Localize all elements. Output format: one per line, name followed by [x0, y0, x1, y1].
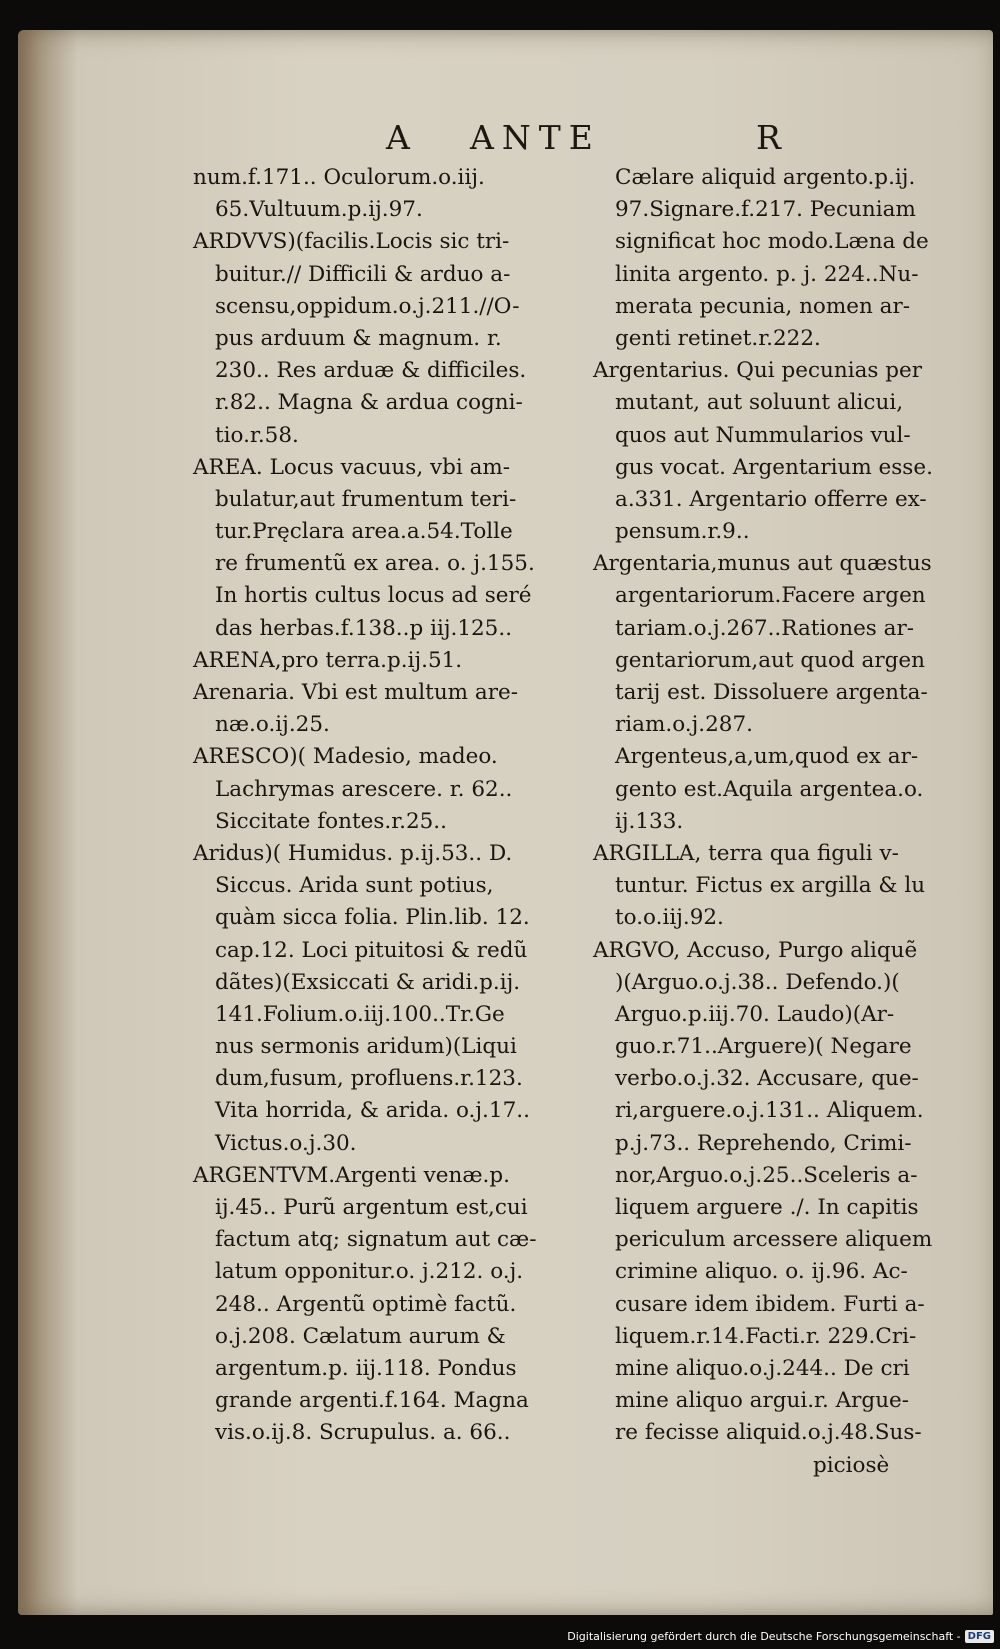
- entry-headword-line: ARGILLA, terra qua figuli v-: [593, 840, 899, 866]
- text-line: Vita horrida, & arida. o.j.17..: [215, 1098, 530, 1124]
- entry-headword-line: AREA. Locus vacuus, vbi am-: [193, 454, 511, 480]
- text-line: cap.12. Loci pituitosi & redũ: [215, 937, 528, 963]
- text-line: quàm sicca folia. Plin.lib. 12.: [215, 905, 530, 931]
- text-line: 248.. Argentũ optimè factũ.: [215, 1291, 517, 1317]
- text-line: 141.Folium.o.iij.100..Tr.Ge: [215, 1001, 505, 1027]
- text-line: factum atq; signatum aut cæ-: [215, 1227, 537, 1253]
- text-line: das herbas.f.138..p iij.125..: [215, 615, 513, 641]
- text-line: gus vocat. Argentarium esse.: [615, 454, 933, 480]
- entry-headword-line: Argentaria,munus aut quæstus: [593, 551, 932, 577]
- credit-text: Digitalisierung gefördert durch die Deutsche Forschungsgemeinschaft -: [567, 1629, 961, 1643]
- text-line: guo.r.71..Arguere)( Negare: [615, 1034, 912, 1060]
- text-line: crimine aliquo. o. ij.96. Ac-: [615, 1259, 908, 1285]
- text-line: Siccitate fontes.r.25..: [215, 808, 447, 834]
- text-line: r.82.. Magna & ardua cogni-: [215, 390, 523, 416]
- text-line: merata pecunia, nomen ar-: [615, 293, 911, 319]
- text-line: 230.. Res arduæ & difficiles.: [215, 358, 527, 384]
- text-line: quos aut Nummularios vul-: [615, 422, 911, 448]
- entry-headword-line: Argentarius. Qui pecunias per: [593, 358, 923, 384]
- text-line: dum,fusum, profluens.r.123.: [215, 1066, 523, 1092]
- text-line: mine aliquo.o.j.244.. De cri: [615, 1355, 910, 1381]
- text-line: argentariorum.Facere argen: [615, 583, 926, 609]
- book-page: [18, 30, 993, 1615]
- entry-headword-line: ARDVVS)(facilis.Locis sic tri-: [193, 229, 510, 255]
- text-line: riam.o.j.287.: [615, 712, 753, 738]
- text-line: p.j.73.. Reprehendo, Crimi-: [615, 1130, 912, 1156]
- text-line: gentariorum,aut quod argen: [615, 647, 925, 673]
- text-line: Victus.o.j.30.: [215, 1130, 357, 1156]
- text-line: cusare idem ibidem. Furti a-: [615, 1291, 925, 1317]
- entry-headword-line: ARENA,pro terra.p.ij.51.: [193, 647, 463, 673]
- text-line: Arguo.p.iij.70. Laudo)(Ar-: [615, 1001, 895, 1027]
- entry-headword-line: Arenaria. Vbi est multum are-: [193, 680, 518, 705]
- text-line: ij.45.. Purũ argentum est,cui: [215, 1195, 528, 1220]
- text-line: significat hoc modo.Læna de: [615, 229, 929, 255]
- text-line: næ.o.ij.25.: [215, 712, 330, 738]
- entry-headword-line: Aridus)( Humidus. p.ij.53.. D.: [193, 840, 513, 866]
- text-line: scensu,oppidum.o.j.211.//O-: [215, 293, 520, 319]
- catchword: piciosè: [813, 1452, 890, 1478]
- text-line: o.j.208. Cælatum aurum &: [215, 1323, 506, 1349]
- text-line: bulatur,aut frumentum teri-: [215, 486, 517, 512]
- text-line: genti retinet.r.222.: [615, 325, 821, 351]
- text-line: dãtes)(Exsiccati & aridi.p.ij.: [215, 969, 521, 995]
- header-catch-word: ANTE: [470, 118, 601, 157]
- header-letter-right: R: [756, 118, 783, 157]
- text-line: mutant, aut soluunt alicui,: [615, 390, 904, 416]
- text-line: 65.Vultuum.p.ij.97.: [215, 197, 423, 223]
- text-line: argentum.p. iij.118. Pondus: [215, 1355, 517, 1381]
- entry-headword-line: Argenteus,a,um,quod ex ar-: [615, 744, 919, 770]
- text-line: liquem.r.14.Facti.r. 229.Cri-: [615, 1323, 917, 1349]
- text-line: re fecisse aliquid.o.j.48.Sus-: [615, 1420, 922, 1446]
- text-line: liquem arguere ./. In capitis: [615, 1195, 919, 1220]
- entry-headword-line: ARGVO, Accuso, Purgo aliquẽ: [593, 937, 918, 963]
- text-line: tariam.o.j.267..Rationes ar-: [615, 615, 915, 641]
- text-line: num.f.171.. Oculorum.o.iij.: [193, 165, 485, 190]
- left-column: [193, 162, 583, 1450]
- running-header: [18, 118, 993, 162]
- text-line: latum opponitur.o. j.212. o.j.: [215, 1259, 524, 1285]
- text-line: a.331. Argentario offerre ex-: [615, 486, 927, 512]
- text-line: Siccus. Arida sunt potius,: [215, 873, 494, 899]
- text-line: 97.Signare.f.217. Pecuniam: [615, 197, 916, 223]
- text-line: tio.r.58.: [215, 422, 299, 448]
- text-line: gento est.Aquila argentea.o.: [615, 776, 924, 802]
- text-line: tuntur. Fictus ex argilla & lu: [615, 873, 926, 899]
- entry-headword-line: ARGENTVM.Argenti venæ.p.: [193, 1162, 510, 1188]
- right-column: [593, 162, 985, 1482]
- text-line: tur.Pręclara area.a.54.Tolle: [215, 519, 513, 545]
- text-line: vis.o.ij.8. Scrupulus. a. 66..: [215, 1420, 511, 1446]
- text-line: ij.133.: [615, 808, 684, 834]
- text-line: Lachrymas arescere. r. 62..: [215, 776, 513, 802]
- text-line: nus sermonis aridum)(Liqui: [215, 1034, 517, 1060]
- dfg-logo: DFG: [965, 1630, 994, 1643]
- text-line: tarij est. Dissoluere argenta-: [615, 680, 928, 705]
- digitization-credit: [567, 1627, 994, 1645]
- text-line: pensum.r.9..: [615, 519, 750, 545]
- entry-headword-line: ARESCO)( Madesio, madeo.: [193, 744, 498, 770]
- text-line: ri,arguere.o.j.131.. Aliquem.: [615, 1098, 924, 1124]
- text-line: )(Arguo.o.j.38.. Defendo.)(: [615, 969, 900, 995]
- text-line: Cælare aliquid argento.p.ij.: [615, 165, 916, 190]
- page-gutter-shadow: [18, 30, 78, 1615]
- text-line: mine aliquo argui.r. Argue-: [615, 1388, 910, 1414]
- text-line: grande argenti.f.164. Magna: [215, 1388, 529, 1414]
- text-line: In hortis cultus locus ad seré: [215, 583, 532, 609]
- text-line: to.o.iij.92.: [615, 905, 724, 931]
- text-line: re frumentũ ex area. o. j.155.: [215, 551, 535, 577]
- header-letter-left: A: [386, 118, 412, 157]
- text-line: pus arduum & magnum. r.: [215, 325, 502, 351]
- text-line: nor,Arguo.o.j.25..Sceleris a-: [615, 1162, 918, 1188]
- text-line: periculum arcessere aliquem: [615, 1227, 933, 1253]
- text-line: verbo.o.j.32. Accusare, que-: [615, 1066, 919, 1092]
- text-line: buitur.// Difficili & arduo a-: [215, 261, 511, 287]
- text-line: linita argento. p. j. 224..Nu-: [615, 261, 919, 287]
